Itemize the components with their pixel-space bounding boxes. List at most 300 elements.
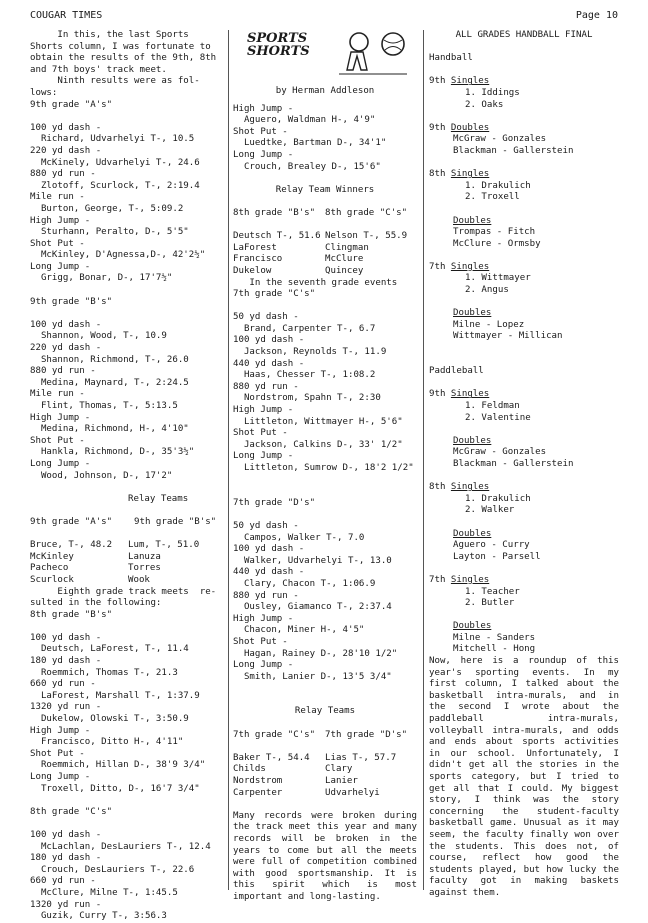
article-paragraph: Now, here is a roundup of this year's sporting events. In my first column, I talked about the basketball intra-murals, and in the second I wrote about the paddleball intra-murals, volleyball intra-murals, and odds and ends about sports activities in our school. Unfortunately, I didn't get all the stories in the sports category, but I tried to get all that I could. My biggest story, I think was the story concerning the student-faculty basketball game. Unusual as it may seem, the faculty finally won over the students. This does not, of course, reflect how good the students played, but how lucky the faculty got in making baskets against them. (429, 656, 619, 898)
text-line (429, 540, 619, 552)
line-text: Littleton, Wittmayer H-, 5'6" (233, 416, 403, 427)
line-text: Blackman - Gallerstein (453, 458, 574, 469)
line-text: Milne - Sanders (453, 632, 536, 643)
spacer (30, 505, 226, 517)
line-text: McKinely, Udvarhelyi T-, 24.6 (30, 157, 200, 168)
line-text: High Jump - (233, 405, 294, 416)
line-text: Shot Put - (233, 428, 288, 439)
text-line (30, 471, 226, 483)
text-line (233, 498, 417, 510)
text-line (429, 146, 619, 158)
event-type-underlined: Singles (450, 261, 490, 272)
text-line (233, 127, 417, 139)
text-line (30, 436, 226, 448)
spacer (429, 297, 619, 309)
line-text: 2. Troxell (465, 192, 520, 203)
text-line (30, 691, 226, 703)
text-line (30, 784, 226, 796)
line-text: Long Jump - (30, 772, 91, 782)
text-line (30, 760, 226, 772)
text-line (30, 656, 226, 668)
spacer (429, 378, 619, 390)
row-right-cell: Wook (128, 574, 150, 585)
line-text: Brand, Carpenter T-, 6.7 (233, 323, 376, 334)
line-text: Roemmich, Hillan D-, 38'9 3/4" (30, 760, 206, 771)
spacer (429, 471, 619, 483)
text-line (233, 428, 417, 440)
line-text: 100 yd dash - (30, 829, 102, 840)
row-left-cell: 7th grade "C's" (233, 729, 316, 740)
text-line (30, 239, 226, 251)
column-divider (228, 30, 229, 890)
text-line (429, 227, 619, 239)
line-text: High Jump - (30, 725, 91, 736)
spacer (233, 683, 417, 695)
text-line (233, 370, 417, 382)
text-line (429, 134, 619, 146)
line-text: and 7th boys' track meet. (30, 64, 167, 75)
text-line (233, 324, 417, 336)
text-line (30, 401, 226, 413)
text-line (233, 185, 417, 197)
text-line (30, 123, 226, 135)
text-line (233, 359, 417, 371)
line-text: Clary, Chacon T-, 1:06.9 (233, 578, 376, 589)
line-text: Troxell, Ditto, D-, 16'7 3/4" (30, 783, 200, 794)
spacer (429, 424, 619, 436)
event-heading (429, 308, 619, 320)
event-type-underlined: Singles (450, 482, 490, 493)
text-line (30, 702, 226, 714)
spacer (30, 621, 226, 633)
event-type-underlined: Singles (450, 169, 490, 180)
spacer (30, 795, 226, 807)
row-right-cell: Udvarhelyi (325, 787, 380, 798)
line-text: Nordstrom, Spahn T-, 2:30 (233, 393, 381, 404)
text-line (30, 842, 226, 854)
text-line (30, 30, 226, 42)
text-line (30, 204, 226, 216)
text-line (30, 216, 226, 228)
text-line (429, 192, 619, 204)
text-line (30, 192, 226, 204)
logo-line-1: SPORTS (247, 31, 308, 46)
text-line (30, 343, 226, 355)
line-text: 50 yd dash - (233, 312, 299, 323)
line-text: Eighth grade track meets re- (30, 586, 217, 597)
line-text: Richard, Udvarhelyi T-, 10.5 (30, 134, 195, 145)
spacer (233, 301, 417, 313)
text-line (429, 53, 619, 65)
text-line (429, 181, 619, 193)
line-text: sulted in the following: (30, 598, 162, 609)
row-left-cell: Nordstrom (233, 776, 283, 787)
line-text: McKinley, D'Agnessa,D-, 42'2½" (30, 250, 206, 261)
line-text: 7th grade "D's" (233, 497, 316, 508)
line-text: 880 yd run - (233, 590, 299, 601)
row-left-cell: Dukelow (233, 265, 272, 276)
line-text: McClure, Milne T-, 1:45.5 (30, 887, 178, 898)
line-text: 1. Drakulich (465, 180, 531, 191)
line-text: LaForest, Marshall T-, 1:37.9 (30, 690, 200, 701)
row-left-cell: Francisco (233, 254, 283, 265)
text-line (30, 459, 226, 471)
text-line (429, 100, 619, 112)
line-text: Aguero, Waldman H-, 4'9" (233, 115, 376, 126)
text-line (429, 587, 619, 599)
line-text: Mile run - (30, 389, 85, 400)
event-type-underlined: Doubles (453, 435, 492, 446)
spacer (30, 482, 226, 494)
two-column-row (233, 753, 417, 765)
line-text: Wittmayer - Millican (453, 331, 563, 342)
line-text: Littleton, Sumrow D-, 18'2 1/2" (233, 463, 414, 473)
line-text: Jackson, Calkins D-, 33' 1/2" (233, 439, 403, 450)
line-text: McClure - Ormsby (453, 238, 541, 249)
text-line (233, 672, 417, 684)
text-line (233, 312, 417, 324)
line-text: Aguero - Curry (453, 540, 530, 551)
line-text: Shot Put - (30, 748, 85, 759)
spacer (30, 529, 226, 541)
line-text: Grigg, Bonar, D-, 17'7½" (30, 273, 173, 284)
line-text: 8th grade "C's" (30, 806, 113, 817)
line-text: Medina, Maynard, T-, 2:24.5 (30, 377, 189, 388)
event-type-underlined: Doubles (453, 621, 492, 632)
row-left-cell: Deutsch T-, 51.6 (233, 231, 321, 242)
row-left-cell: Baker T-, 54.4 (233, 752, 310, 763)
two-column-row (233, 266, 417, 278)
text-line (233, 567, 417, 579)
text-line (233, 521, 417, 533)
event-type-underlined: Doubles (453, 215, 492, 226)
text-line (30, 749, 226, 761)
text-line (30, 911, 226, 923)
text-line (30, 250, 226, 262)
text-line (30, 88, 226, 100)
text-line (30, 668, 226, 680)
text-line (30, 830, 226, 842)
two-column-row (233, 764, 417, 776)
text-line (429, 459, 619, 471)
text-line (233, 417, 417, 429)
text-line (233, 335, 417, 347)
text-line (233, 660, 417, 672)
line-text: 1. Wittmayer (465, 273, 531, 284)
line-text: Guzik, Curry T-, 3:56.3 (30, 911, 167, 922)
text-line (30, 262, 226, 274)
text-line (233, 637, 417, 649)
line-text: 8th (429, 482, 451, 493)
line-text: Shot Put - (30, 238, 85, 249)
line-text: Francisco, Ditto H-, 4'11" (30, 737, 184, 748)
row-left-cell: Bruce, T-, 48.2 (30, 540, 113, 551)
text-line (429, 633, 619, 645)
byline: by Herman Addleson (275, 86, 375, 96)
newspaper-title: COUGAR TIMES (30, 10, 103, 21)
text-line (429, 494, 619, 506)
text-line (30, 42, 226, 54)
text-line (233, 162, 417, 174)
line-text: 8th (429, 169, 451, 180)
line-text: 7th grade "C's" (233, 289, 316, 300)
line-text: Shot Put - (233, 636, 288, 647)
line-text: Dukelow, Olowski T-, 3:50.9 (30, 714, 189, 725)
line-text: Jackson, Reynolds T-, 11.9 (233, 347, 387, 358)
column-middle-body (233, 104, 417, 904)
spacer (233, 799, 417, 811)
spacer (233, 509, 417, 521)
line-text: 180 yd dash - (30, 656, 102, 667)
text-line (30, 679, 226, 691)
text-line (30, 100, 226, 112)
event-type-underlined: Singles (450, 574, 490, 585)
row-left-cell: 8th grade "B's" (233, 207, 316, 218)
line-text: obtain the results of the 9th, 8th (30, 53, 217, 64)
line-text: 7th (429, 261, 451, 272)
spacer (429, 204, 619, 216)
event-heading (429, 529, 619, 541)
text-line (30, 134, 226, 146)
event-heading (429, 216, 619, 228)
line-text: Ninth results were as fol- (30, 76, 200, 87)
line-text: Medina, Richmond, H-, 4'10" (30, 424, 189, 435)
line-text: 9th (429, 76, 451, 87)
line-text: 2. Angus (465, 285, 509, 296)
line-text: 1. Iddings (465, 87, 520, 98)
line-text: Roemmich, Thomas T-, 21.3 (30, 667, 178, 678)
line-text: Long Jump - (30, 458, 91, 469)
spacer (429, 610, 619, 622)
line-text: 9th grade "A's" 9th grade "B's" (30, 516, 217, 527)
page-number: Page 10 (575, 10, 618, 21)
spacer (429, 65, 619, 77)
line-text: Flint, Thomas, T-, 5:13.5 (30, 401, 178, 411)
line-text: Haas, Chesser T-, 1:08.2 (233, 370, 376, 381)
event-heading (429, 575, 619, 587)
event-heading (429, 621, 619, 633)
text-line (233, 591, 417, 603)
line-text: Mitchell - Hong (453, 644, 536, 655)
spacer (233, 196, 417, 208)
text-line (30, 158, 226, 170)
line-text: Relay Team Winners (275, 184, 375, 195)
line-text: 220 yd dash - (30, 145, 102, 156)
text-line (30, 726, 226, 738)
row-right-cell: Clary (325, 764, 353, 775)
spacer (429, 563, 619, 575)
row-left-cell: Scurlock (30, 574, 74, 585)
spacer (429, 517, 619, 529)
event-heading (429, 76, 619, 88)
line-text: 1. Feldman (465, 401, 520, 411)
two-column-row (30, 552, 226, 564)
spacer (30, 285, 226, 297)
line-text: 9th (429, 389, 451, 400)
line-text: Relay Teams (67, 493, 189, 504)
two-column-row (30, 540, 226, 552)
row-right-cell: Lias T-, 57.7 (325, 752, 397, 763)
line-text: High Jump - (30, 412, 91, 423)
event-heading (429, 169, 619, 181)
text-line (30, 853, 226, 865)
text-line (30, 900, 226, 912)
event-type-underlined: Doubles (453, 308, 492, 319)
text-line (233, 115, 417, 127)
two-column-row (30, 563, 226, 575)
spacer (233, 475, 417, 487)
text-line (429, 401, 619, 413)
row-right-cell: Nelson T-, 55.9 (325, 231, 408, 242)
line-text: Zlotoff, Scurlock, T-, 2:19.4 (30, 180, 200, 191)
line-text: 2. Valentine (465, 412, 531, 423)
text-line (233, 451, 417, 463)
line-text: Long Jump - (233, 149, 294, 160)
text-line (30, 517, 226, 529)
text-line (429, 320, 619, 332)
spacer (233, 718, 417, 730)
line-text: 100 yd dash - (30, 632, 102, 643)
runner-and-ball-icon (329, 30, 409, 80)
text-line (233, 289, 417, 301)
line-text: Trompas - Fitch (453, 227, 536, 238)
text-line (233, 405, 417, 417)
text-line (30, 876, 226, 888)
text-line (429, 447, 619, 459)
text-line (429, 285, 619, 297)
text-line (429, 505, 619, 517)
line-text: Hankla, Richmond, D-, 35'3½" (30, 447, 195, 458)
line-text: Handball (429, 53, 473, 64)
two-column-row (233, 776, 417, 788)
line-text: lows: (30, 87, 58, 98)
line-text: Crouch, Brealey D-, 15'6" (233, 161, 381, 172)
line-text: Wood, Johnson, D-, 17'2" (30, 470, 173, 481)
text-line (233, 463, 417, 475)
spacer (30, 308, 226, 320)
line-text: 100 yd dash - (30, 122, 102, 133)
event-heading (429, 262, 619, 274)
event-heading (429, 482, 619, 494)
line-text: 100 yd dash - (30, 319, 102, 330)
spacer (30, 111, 226, 123)
line-text: 2. Walker (465, 505, 515, 516)
text-line (30, 181, 226, 193)
row-right-cell: Lanuza (128, 551, 161, 562)
line-text: 9th grade "A's" (30, 99, 113, 110)
line-text: 1320 yd run - (30, 702, 102, 713)
text-line (233, 533, 417, 545)
line-text: Paddleball (429, 366, 484, 377)
line-text: McGraw - Gonzales (453, 447, 547, 458)
column-divider (423, 30, 424, 890)
text-line (30, 65, 226, 77)
line-text: Milne - Lopez (453, 319, 525, 330)
text-line (30, 644, 226, 656)
line-text: 7th (429, 574, 451, 585)
line-text: Chacon, Miner H-, 4'5" (233, 625, 365, 636)
row-left-cell: Childs (233, 764, 266, 775)
line-text: 220 yd dash - (30, 343, 102, 354)
text-line (30, 146, 226, 158)
line-text: 2. Butler (465, 598, 515, 609)
two-column-row (30, 575, 226, 587)
line-text: 9th (429, 122, 451, 133)
text-line (429, 366, 619, 378)
line-text: 880 yd run - (233, 381, 299, 392)
line-text: 660 yd run - (30, 679, 96, 690)
text-line (233, 556, 417, 568)
line-text: High Jump - (30, 215, 91, 226)
spacer (429, 111, 619, 123)
text-line (30, 714, 226, 726)
line-text: In the seventh grade events (233, 277, 398, 288)
text-line (30, 610, 226, 622)
row-right-cell: 7th grade "D's" (325, 729, 408, 740)
text-line (30, 227, 226, 239)
text-line (429, 598, 619, 610)
line-text: Blackman - Gallerstein (453, 145, 574, 156)
line-text: 440 yd dash - (233, 567, 305, 578)
spacer (429, 343, 619, 355)
spacer (429, 355, 619, 367)
line-text: 50 yd dash - (233, 520, 299, 531)
handball-final-title: ALL GRADES HANDBALL FINAL (455, 30, 593, 40)
line-text: Sturhann, Peralto, D-, 5'5" (30, 227, 189, 238)
text-line (30, 772, 226, 784)
text-line (30, 413, 226, 425)
text-line (30, 169, 226, 181)
line-text: Burton, George, T-, 5:09.2 (30, 203, 184, 214)
line-text: Long Jump - (233, 451, 294, 462)
text-line (429, 88, 619, 100)
text-line (30, 366, 226, 378)
text-line (233, 393, 417, 405)
text-line (233, 104, 417, 116)
text-line (233, 278, 417, 290)
row-right-cell: Torres (128, 563, 161, 574)
line-text: 880 yd run - (30, 169, 96, 180)
line-text: Hagan, Rainey D-, 28'10 1/2" (233, 648, 398, 659)
line-text: 100 yd dash - (233, 335, 305, 346)
text-line (233, 614, 417, 626)
text-line (233, 382, 417, 394)
text-line (30, 331, 226, 343)
text-line (233, 579, 417, 591)
line-text: 2. Oaks (465, 99, 504, 110)
line-text: High Jump - (233, 103, 294, 114)
line-text: Shot Put - (233, 126, 288, 137)
line-text: 100 yd dash - (233, 544, 305, 555)
row-right-cell: Quincey (325, 265, 364, 276)
text-line (30, 494, 226, 506)
row-left-cell: LaForest (233, 242, 277, 253)
line-text: McGraw - Gonzales (453, 134, 547, 145)
text-line (233, 602, 417, 614)
line-text: Shannon, Wood, T-, 10.9 (30, 331, 167, 342)
sports-shorts-logo (233, 30, 417, 82)
line-text: Layton - Parsell (453, 551, 541, 562)
event-type-underlined: Singles (450, 76, 490, 87)
row-right-cell: Lanier (325, 776, 358, 787)
text-line (233, 706, 417, 718)
line-text: 660 yd run - (30, 876, 96, 887)
spacer (233, 173, 417, 185)
line-text: 880 yd run - (30, 366, 96, 377)
event-heading (429, 123, 619, 135)
two-column-row (233, 730, 417, 742)
line-text: 440 yd dash - (233, 358, 305, 369)
